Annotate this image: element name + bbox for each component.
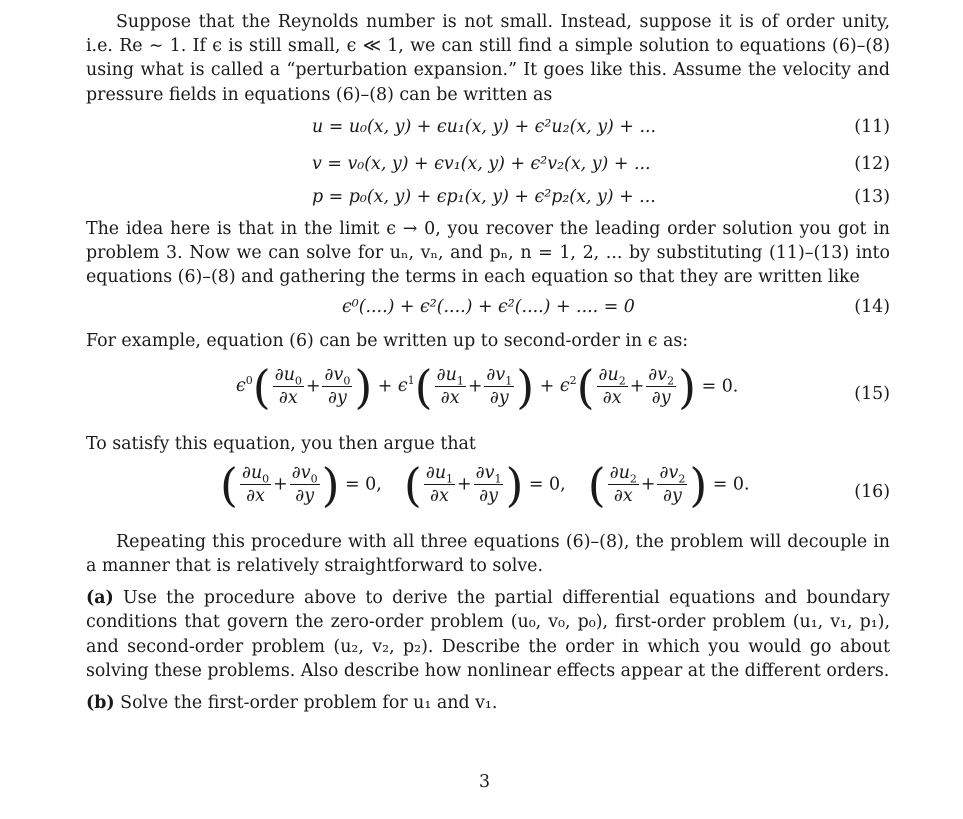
equation-12-number: (12)	[854, 153, 890, 174]
equation-16-expr: ( $\frac{\partial u_0}{\partial x}$ + $\frac{\partial v_0}{\partial y}$ ) = 0, ( $\frac{\partial u_1}{\partial x}$ + $\frac{\partial v_1}{\partial y}$ ) = 0, ( $\frac{\partial u_2}{\partial x}$ + $\frac{\partial v_2}{\partial y}$ ) = 0.	[220, 457, 750, 512]
equation-16-number: (16)	[854, 481, 890, 502]
equation-13-expr: p = p₀(x, y) + ϵp₁(x, y) + ϵ²p₂(x, y) + ...	[312, 186, 656, 207]
equation-14-number: (14)	[854, 297, 890, 318]
question-b-text: Solve the first-order problem for u₁ and v₁.	[120, 693, 498, 714]
paragraph-idea: The idea here is that in the limit ϵ → 0, you recover the leading order solution you got in problem 3. Now we can solve for uₙ, vₙ, and pₙ, n = 1, 2, ... by substituting (11)–(13) into equations (6)–(8) and gathering the terms in each equation so that they are written like	[86, 218, 890, 288]
equation-14-expr: ϵ⁰(....) + ϵ²(....) + ϵ²(....) + .... = 0	[342, 297, 635, 318]
equation-13-number: (13)	[854, 186, 890, 207]
equation-12-expr: v = v₀(x, y) + ϵv₁(x, y) + ϵ²v₂(x, y) + ...	[312, 153, 651, 174]
question-a-text: Use the procedure above to derive the partial differential equations and boundary conditions that govern the zero-order problem (u₀, v₀, p₀), first-order problem (u₁, v₁, p₁), and second-order problem (u₂, v₂, p₂). Describe the order in which you would go about solving these problems. Also describe how nonlinear effects appear at the different orders.	[86, 588, 890, 681]
equation-15-tail: = 0.	[701, 376, 739, 397]
equation-16	[86, 456, 890, 530]
paragraph-repeat: Repeating this procedure with all three equations (6)–(8), the problem will decouple in a manner that is relatively straightforward to solve.	[86, 531, 890, 577]
equation-16-sep-2: = 0,	[528, 474, 566, 495]
equation-16-sep-1: = 0,	[345, 474, 382, 495]
equation-15-expr: $\epsilon^0$( $\frac{\partial u_0}{\partial x}$ + $\frac{\partial v_0}{\partial y}$ ) + $\epsilon^1$( $\frac{\partial u_1}{\partial x}$ + $\frac{\partial v_1}{\partial y}$ ) + $\epsilon^2$( $\frac{\partial u_2}{\partial x}$ + $\frac{\partial v_2}{\partial y}$ ) = 0.	[236, 359, 739, 414]
equation-11-number: (11)	[854, 116, 890, 137]
question-a	[86, 586, 890, 683]
document-page	[86, 10, 890, 715]
paragraph-example: For example, equation (6) can be written up to second-order in ϵ as:	[86, 331, 689, 352]
question-a-label: (a)	[86, 588, 114, 609]
paragraph-intro: Suppose that the Reynolds number is not small. Instead, suppose it is of order unity, i.e. Re ∼ 1. If ϵ is still small, ϵ ≪ 1, we can still find a simple solution to equations (6)–(8) using what is called a “perturbation expansion.” It goes like this. Assume the velocity and pressure fields in equations (6)–(8) can be written as	[86, 12, 890, 105]
question-b-label: (b)	[86, 693, 115, 714]
equation-11-expr: u = u₀(x, y) + ϵu₁(x, y) + ϵ²u₂(x, y) + ...	[312, 116, 657, 137]
equation-15	[86, 354, 890, 432]
page-number: 3	[479, 772, 491, 792]
equation-14	[86, 289, 890, 329]
equation-12	[86, 148, 890, 185]
question-b	[86, 691, 890, 715]
equation-15-number: (15)	[854, 383, 890, 404]
paragraph-argue: To satisfy this equation, you then argue that	[86, 433, 476, 454]
equation-13	[86, 185, 890, 217]
equation-16-tail: = 0.	[712, 474, 750, 495]
equation-11	[86, 111, 890, 148]
